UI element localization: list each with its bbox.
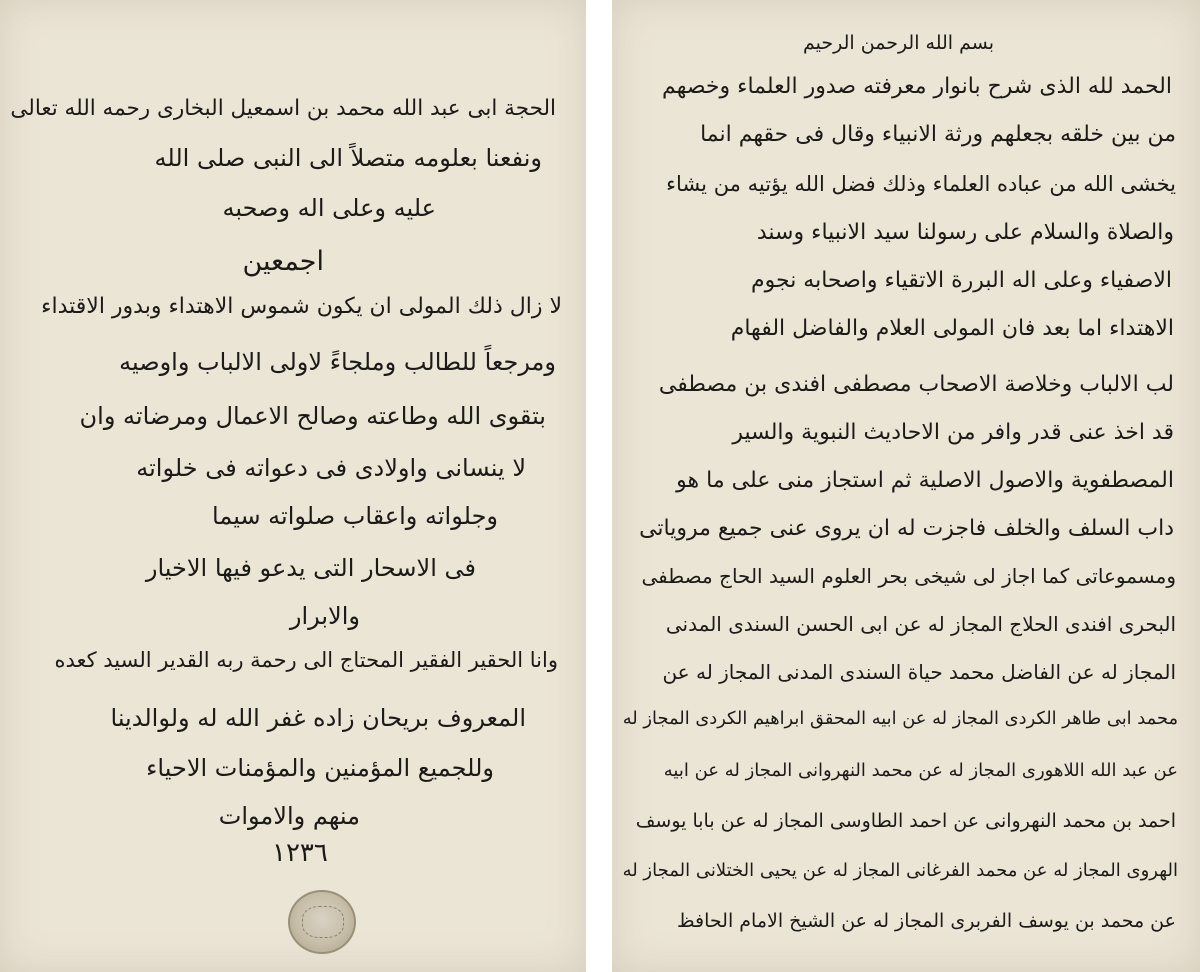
right-line-15: عن عبد الله اللاهورى المجاز له عن محمد النهروانى المجاز له عن ابيه: [663, 760, 1178, 781]
left-line-1: الحجة ابى عبد الله محمد بن اسمعيل البخارى رحمه الله تعالى: [10, 96, 556, 121]
left-line-11: والابرار: [289, 602, 360, 630]
left-line-9: وجلواته واعقاب صلواته سيما: [212, 502, 498, 530]
right-line-6: الاهتداء اما بعد فان المولى العلام والفاضل الفهام: [730, 316, 1174, 341]
right-line-11: ومسموعاتى كما اجاز لى شيخى بحر العلوم السيد الحاج مصطفى: [641, 564, 1176, 588]
right-line-1: الحمد لله الذى شرح بانوار معرفته صدور العلماء وخصهم: [662, 74, 1172, 99]
right-line-7: لب الالباب وخلاصة الاصحاب مصطفى افندى بن مصطفى: [658, 372, 1174, 397]
left-line-5: لا زال ذلك المولى ان يكون شموس الاهتداء وبدور الاقتداء: [41, 294, 562, 319]
seal-inscription: [302, 906, 344, 938]
left-line-15: منهم والاموات: [218, 802, 360, 830]
left-manuscript-page: [0, 0, 586, 972]
left-line-2: ونفعنا بعلومه متصلاً الى النبى صلى الله: [154, 144, 542, 172]
right-line-3: يخشى الله من عباده العلماء وذلك فضل الله يؤتيه من يشاء: [666, 172, 1176, 196]
page-gutter: [586, 0, 612, 972]
right-line-4: والصلاة والسلام على رسولنا سيد الانبياء وسند: [756, 220, 1174, 245]
left-line-6: ومرجعاً للطالب وملجاءً لاولى الالباب واوصيه: [119, 348, 556, 376]
right-line-17: الهروى المجاز له عن محمد الفرغانى المجاز له عن يحيى الختلانى المجاز له: [622, 860, 1178, 881]
right-line-9: المصطفوية والاصول الاصلية ثم استجاز منى على ما هو: [676, 468, 1174, 493]
left-line-8: لا ينسانى واولادى فى دعواته فى خلواته: [136, 454, 526, 482]
right-line-10: داب السلف والخلف فاجزت له ان يروى عنى جميع مروياتى: [639, 516, 1174, 541]
left-line-7: بتقوى الله وطاعته وصالح الاعمال ومرضاته وان: [79, 402, 546, 430]
left-line-10: فى الاسحار التى يدعو فيها الاخيار: [145, 554, 476, 582]
left-page-text: [0, 0, 586, 972]
left-line-12: وانا الحقير الفقير المحتاج الى رحمة ربه القدير السيد كعده: [54, 648, 558, 672]
left-line-3: عليه وعلى اله وصحبه: [222, 194, 436, 222]
right-manuscript-page: [612, 0, 1200, 972]
right-line-14: محمد ابى طاهر الكردى المجاز له عن ابيه المحقق ابراهيم الكردى المجاز له: [622, 708, 1178, 729]
ownership-seal: [288, 890, 356, 954]
left-line-13: المعروف بريحان زاده غفر الله له ولوالدينا: [110, 704, 526, 732]
right-line-12: البحرى افندى الحلاج المجاز له عن ابى الحسن السندى المدنى: [665, 612, 1176, 636]
right-line-16: احمد بن محمد النهروانى عن احمد الطاوسى المجاز له عن بابا يوسف: [635, 810, 1176, 832]
right-line-8: قد اخذ عنى قدر وافر من الاحاديث النبوية والسير: [732, 420, 1174, 445]
left-line-4: اجمعين: [242, 246, 324, 277]
right-line-5: الاصفياء وعلى اله البررة الاتقياء واصحابه نجوم: [751, 268, 1172, 293]
hijri-year: ١٢٣٦: [272, 838, 328, 868]
right-page-text: [612, 0, 1200, 972]
left-line-14: وللجميع المؤمنين والمؤمنات الاحياء: [146, 754, 494, 782]
right-line-13: المجاز له عن الفاضل محمد حياة السندى المدنى المجاز له عن: [662, 660, 1176, 684]
right-line-2: من بين خلقه بجعلهم ورثة الانبياء وقال فى حقهم انما: [700, 122, 1176, 147]
right-line-18: عن محمد بن يوسف الفربرى المجاز له عن الشيخ الامام الحافظ: [676, 910, 1176, 932]
basmala-heading: بسم الله الرحمن الرحيم: [803, 32, 994, 54]
